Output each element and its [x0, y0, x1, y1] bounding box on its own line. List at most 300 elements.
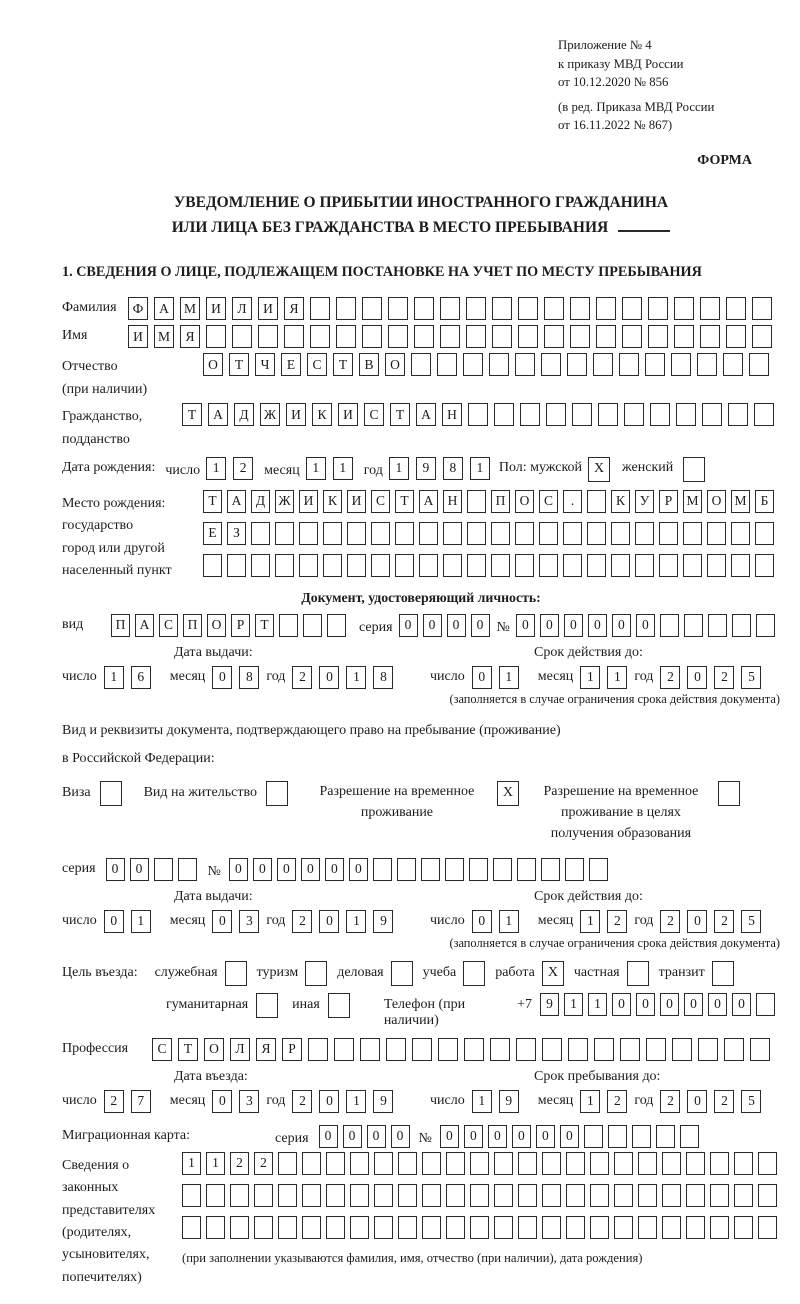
birth-place-char-box[interactable]	[539, 554, 558, 577]
birth-place-char-box[interactable]	[275, 554, 294, 577]
birth-place-char-box[interactable]: С	[539, 490, 558, 513]
migration-number-box[interactable]: 0	[536, 1125, 555, 1148]
representatives-char-box[interactable]	[734, 1152, 753, 1175]
firstname-char-box[interactable]	[232, 325, 252, 348]
representatives-char-box[interactable]	[566, 1216, 585, 1239]
profession-char-box[interactable]	[438, 1038, 458, 1061]
citizenship-char-box[interactable]: К	[312, 403, 332, 426]
doc-type-char-box[interactable]: Р	[231, 614, 250, 637]
representatives-char-box[interactable]	[638, 1184, 657, 1207]
doc-number-box[interactable]: 0	[516, 614, 535, 637]
representatives-char-box[interactable]	[254, 1184, 273, 1207]
citizenship-char-box[interactable]	[702, 403, 722, 426]
phone-digit-box[interactable]: 0	[660, 993, 679, 1016]
date-box[interactable]: 9	[373, 910, 393, 933]
surname-char-box[interactable]	[492, 297, 512, 320]
citizenship-char-box[interactable]: А	[416, 403, 436, 426]
birth-place-char-box[interactable]	[515, 522, 534, 545]
representatives-char-box[interactable]	[662, 1152, 681, 1175]
surname-char-box[interactable]: Л	[232, 297, 252, 320]
residence-number-box[interactable]	[373, 858, 392, 881]
doc-number-box[interactable]: 0	[588, 614, 607, 637]
birth-place-char-box[interactable]	[323, 522, 342, 545]
profession-char-box[interactable]	[542, 1038, 562, 1061]
purpose-checkbox[interactable]	[305, 961, 327, 986]
firstname-char-box[interactable]	[596, 325, 616, 348]
birth-place-char-box[interactable]	[563, 554, 582, 577]
birth-place-char-box[interactable]: Р	[659, 490, 678, 513]
migration-number-box[interactable]	[680, 1125, 699, 1148]
birth-place-char-box[interactable]	[755, 522, 774, 545]
birth-day-box[interactable]: 1	[206, 457, 226, 480]
citizenship-char-box[interactable]	[728, 403, 748, 426]
birth-place-char-box[interactable]	[323, 554, 342, 577]
citizenship-char-box[interactable]: Н	[442, 403, 462, 426]
profession-char-box[interactable]	[386, 1038, 406, 1061]
birth-month-box[interactable]: 1	[306, 457, 326, 480]
firstname-char-box[interactable]	[440, 325, 460, 348]
profession-char-box[interactable]	[750, 1038, 770, 1061]
representatives-char-box[interactable]: 1	[182, 1152, 201, 1175]
representatives-char-box[interactable]	[182, 1216, 201, 1239]
birth-place-char-box[interactable]	[467, 490, 486, 513]
citizenship-char-box[interactable]: И	[338, 403, 358, 426]
date-box[interactable]: 0	[319, 910, 339, 933]
surname-char-box[interactable]	[362, 297, 382, 320]
birth-place-char-box[interactable]	[467, 554, 486, 577]
firstname-char-box[interactable]	[648, 325, 668, 348]
birth-place-char-box[interactable]: А	[419, 490, 438, 513]
residence-number-box[interactable]	[469, 858, 488, 881]
date-box[interactable]: 0	[212, 1090, 232, 1113]
representatives-char-box[interactable]	[518, 1152, 537, 1175]
date-box[interactable]: 2	[292, 910, 312, 933]
residence-number-box[interactable]	[493, 858, 512, 881]
birth-place-char-box[interactable]	[587, 522, 606, 545]
representatives-char-box[interactable]	[758, 1184, 777, 1207]
representatives-char-box[interactable]	[470, 1216, 489, 1239]
firstname-char-box[interactable]	[258, 325, 278, 348]
date-box[interactable]: 1	[104, 666, 124, 689]
birth-place-char-box[interactable]	[563, 522, 582, 545]
doc-number-box[interactable]: 0	[564, 614, 583, 637]
date-box[interactable]: 0	[472, 910, 492, 933]
citizenship-char-box[interactable]	[598, 403, 618, 426]
representatives-char-box[interactable]	[398, 1216, 417, 1239]
patronymic-char-box[interactable]	[515, 353, 535, 376]
migration-series-box[interactable]: 0	[343, 1125, 362, 1148]
representatives-char-box[interactable]	[326, 1152, 345, 1175]
date-box[interactable]: 2	[660, 666, 680, 689]
birth-place-char-box[interactable]: И	[299, 490, 318, 513]
date-box[interactable]: 0	[212, 910, 232, 933]
citizenship-char-box[interactable]	[572, 403, 592, 426]
citizenship-char-box[interactable]	[624, 403, 644, 426]
citizenship-char-box[interactable]	[676, 403, 696, 426]
birth-place-char-box[interactable]	[491, 522, 510, 545]
representatives-char-box[interactable]	[446, 1152, 465, 1175]
representatives-char-box[interactable]: 1	[206, 1152, 225, 1175]
representatives-char-box[interactable]	[278, 1216, 297, 1239]
representatives-char-box[interactable]	[590, 1184, 609, 1207]
birth-place-char-box[interactable]	[299, 522, 318, 545]
date-box[interactable]: 5	[741, 1090, 761, 1113]
citizenship-char-box[interactable]: Ж	[260, 403, 280, 426]
surname-char-box[interactable]	[726, 297, 746, 320]
purpose-checkbox[interactable]	[463, 961, 485, 986]
birth-place-char-box[interactable]	[611, 522, 630, 545]
birth-place-char-box[interactable]	[275, 522, 294, 545]
doc-series-box[interactable]: 0	[423, 614, 442, 637]
date-box[interactable]: 0	[472, 666, 492, 689]
date-box[interactable]: 1	[499, 666, 519, 689]
representatives-char-box[interactable]	[710, 1216, 729, 1239]
doc-type-char-box[interactable]: С	[159, 614, 178, 637]
doc-number-box[interactable]	[732, 614, 751, 637]
date-box[interactable]: 2	[660, 910, 680, 933]
patronymic-char-box[interactable]: В	[359, 353, 379, 376]
date-box[interactable]: 5	[741, 910, 761, 933]
doc-number-box[interactable]	[756, 614, 775, 637]
date-box[interactable]: 0	[687, 1090, 707, 1113]
representatives-char-box[interactable]	[302, 1184, 321, 1207]
firstname-char-box[interactable]	[414, 325, 434, 348]
sex-male-box[interactable]: X	[588, 457, 610, 482]
birth-place-char-box[interactable]	[251, 522, 270, 545]
citizenship-char-box[interactable]: Д	[234, 403, 254, 426]
birth-place-char-box[interactable]: У	[635, 490, 654, 513]
representatives-char-box[interactable]	[662, 1216, 681, 1239]
birth-place-char-box[interactable]	[395, 554, 414, 577]
doc-type-char-box[interactable]: П	[183, 614, 202, 637]
patronymic-char-box[interactable]	[437, 353, 457, 376]
patronymic-char-box[interactable]: С	[307, 353, 327, 376]
birth-place-char-box[interactable]	[251, 554, 270, 577]
residence-series-box[interactable]: 0	[130, 858, 149, 881]
surname-char-box[interactable]: Ф	[128, 297, 148, 320]
citizenship-char-box[interactable]	[754, 403, 774, 426]
profession-char-box[interactable]	[516, 1038, 536, 1061]
phone-digit-box[interactable]: 9	[540, 993, 559, 1016]
birth-place-char-box[interactable]: Т	[203, 490, 222, 513]
birth-place-char-box[interactable]	[515, 554, 534, 577]
profession-char-box[interactable]: Р	[282, 1038, 302, 1061]
representatives-char-box[interactable]	[758, 1216, 777, 1239]
profession-char-box[interactable]	[646, 1038, 666, 1061]
representatives-char-box[interactable]	[638, 1216, 657, 1239]
phone-digit-box[interactable]: 0	[612, 993, 631, 1016]
profession-char-box[interactable]: Л	[230, 1038, 250, 1061]
representatives-char-box[interactable]	[494, 1152, 513, 1175]
date-box[interactable]: 0	[687, 910, 707, 933]
patronymic-char-box[interactable]	[723, 353, 743, 376]
date-box[interactable]: 8	[239, 666, 259, 689]
representatives-char-box[interactable]	[302, 1152, 321, 1175]
profession-char-box[interactable]: О	[204, 1038, 224, 1061]
birth-place-char-box[interactable]: Т	[395, 490, 414, 513]
birth-place-char-box[interactable]	[635, 554, 654, 577]
surname-char-box[interactable]	[570, 297, 590, 320]
representatives-char-box[interactable]	[734, 1216, 753, 1239]
patronymic-char-box[interactable]	[749, 353, 769, 376]
profession-char-box[interactable]	[308, 1038, 328, 1061]
representatives-char-box[interactable]	[686, 1184, 705, 1207]
phone-digit-box[interactable]: 0	[636, 993, 655, 1016]
firstname-char-box[interactable]: Я	[180, 325, 200, 348]
date-box[interactable]: 8	[373, 666, 393, 689]
surname-char-box[interactable]: И	[206, 297, 226, 320]
profession-char-box[interactable]	[412, 1038, 432, 1061]
birth-place-char-box[interactable]	[683, 554, 702, 577]
birth-place-char-box[interactable]	[707, 554, 726, 577]
birth-place-char-box[interactable]	[467, 522, 486, 545]
profession-char-box[interactable]	[464, 1038, 484, 1061]
representatives-char-box[interactable]	[278, 1152, 297, 1175]
doc-number-box[interactable]	[660, 614, 679, 637]
profession-char-box[interactable]	[568, 1038, 588, 1061]
representatives-char-box[interactable]	[470, 1184, 489, 1207]
surname-char-box[interactable]	[310, 297, 330, 320]
citizenship-char-box[interactable]: А	[208, 403, 228, 426]
representatives-char-box[interactable]	[302, 1216, 321, 1239]
temp-residence-edu-checkbox[interactable]	[718, 781, 740, 806]
residence-number-box[interactable]: 0	[301, 858, 320, 881]
birth-place-char-box[interactable]	[755, 554, 774, 577]
representatives-char-box[interactable]	[542, 1152, 561, 1175]
purpose-checkbox[interactable]	[225, 961, 247, 986]
birth-place-char-box[interactable]	[395, 522, 414, 545]
visa-checkbox[interactable]	[100, 781, 122, 806]
date-box[interactable]: 0	[687, 666, 707, 689]
doc-type-char-box[interactable]: Т	[255, 614, 274, 637]
representatives-char-box[interactable]	[398, 1184, 417, 1207]
birth-place-char-box[interactable]	[299, 554, 318, 577]
representatives-char-box[interactable]	[566, 1152, 585, 1175]
birth-place-char-box[interactable]	[659, 522, 678, 545]
surname-char-box[interactable]	[544, 297, 564, 320]
surname-char-box[interactable]	[752, 297, 772, 320]
representatives-char-box[interactable]	[686, 1216, 705, 1239]
representatives-char-box[interactable]	[494, 1216, 513, 1239]
date-box[interactable]: 7	[131, 1090, 151, 1113]
birth-year-box[interactable]: 9	[416, 457, 436, 480]
patronymic-char-box[interactable]	[411, 353, 431, 376]
phone-digit-box[interactable]	[756, 993, 775, 1016]
representatives-char-box[interactable]	[518, 1216, 537, 1239]
representatives-char-box[interactable]	[350, 1152, 369, 1175]
patronymic-char-box[interactable]	[671, 353, 691, 376]
patronymic-char-box[interactable]	[619, 353, 639, 376]
birth-place-char-box[interactable]: О	[515, 490, 534, 513]
representatives-char-box[interactable]	[590, 1216, 609, 1239]
firstname-char-box[interactable]	[726, 325, 746, 348]
date-box[interactable]: 0	[212, 666, 232, 689]
representatives-char-box[interactable]	[542, 1184, 561, 1207]
representatives-char-box[interactable]	[446, 1184, 465, 1207]
representatives-char-box[interactable]: 2	[254, 1152, 273, 1175]
migration-number-box[interactable]: 0	[560, 1125, 579, 1148]
patronymic-char-box[interactable]	[463, 353, 483, 376]
doc-number-box[interactable]: 0	[636, 614, 655, 637]
representatives-char-box[interactable]	[590, 1152, 609, 1175]
date-box[interactable]: 2	[714, 666, 734, 689]
firstname-char-box[interactable]	[284, 325, 304, 348]
firstname-char-box[interactable]	[310, 325, 330, 348]
citizenship-char-box[interactable]	[520, 403, 540, 426]
representatives-char-box[interactable]	[422, 1184, 441, 1207]
birth-place-char-box[interactable]: Н	[443, 490, 462, 513]
birth-place-char-box[interactable]: П	[491, 490, 510, 513]
representatives-char-box[interactable]	[278, 1184, 297, 1207]
representatives-char-box[interactable]	[422, 1152, 441, 1175]
doc-series-box[interactable]: 0	[447, 614, 466, 637]
firstname-char-box[interactable]	[466, 325, 486, 348]
birth-place-char-box[interactable]	[635, 522, 654, 545]
surname-char-box[interactable]	[674, 297, 694, 320]
representatives-char-box[interactable]	[206, 1216, 225, 1239]
migration-number-box[interactable]: 0	[440, 1125, 459, 1148]
representatives-char-box[interactable]	[686, 1152, 705, 1175]
doc-type-char-box[interactable]	[327, 614, 346, 637]
profession-char-box[interactable]: Т	[178, 1038, 198, 1061]
representatives-char-box[interactable]	[734, 1184, 753, 1207]
birth-place-char-box[interactable]: Ж	[275, 490, 294, 513]
doc-type-char-box[interactable]: О	[207, 614, 226, 637]
patronymic-char-box[interactable]: О	[385, 353, 405, 376]
patronymic-char-box[interactable]: Т	[333, 353, 353, 376]
residence-number-box[interactable]	[421, 858, 440, 881]
residence-number-box[interactable]: 0	[229, 858, 248, 881]
surname-char-box[interactable]	[622, 297, 642, 320]
citizenship-char-box[interactable]	[546, 403, 566, 426]
purpose-checkbox[interactable]	[256, 993, 278, 1018]
firstname-char-box[interactable]	[492, 325, 512, 348]
patronymic-char-box[interactable]: Е	[281, 353, 301, 376]
birth-place-char-box[interactable]: .	[563, 490, 582, 513]
surname-char-box[interactable]	[388, 297, 408, 320]
date-box[interactable]: 1	[580, 666, 600, 689]
birth-year-box[interactable]: 1	[470, 457, 490, 480]
surname-char-box[interactable]	[414, 297, 434, 320]
surname-char-box[interactable]	[700, 297, 720, 320]
residence-number-box[interactable]	[397, 858, 416, 881]
date-box[interactable]: 6	[131, 666, 151, 689]
date-box[interactable]: 2	[104, 1090, 124, 1113]
birth-place-char-box[interactable]	[587, 490, 606, 513]
birth-place-char-box[interactable]: Б	[755, 490, 774, 513]
patronymic-char-box[interactable]: Т	[229, 353, 249, 376]
representatives-char-box[interactable]	[758, 1152, 777, 1175]
date-box[interactable]: 9	[373, 1090, 393, 1113]
firstname-char-box[interactable]	[388, 325, 408, 348]
migration-number-box[interactable]: 0	[512, 1125, 531, 1148]
representatives-char-box[interactable]	[662, 1184, 681, 1207]
residence-series-box[interactable]	[154, 858, 173, 881]
migration-series-box[interactable]: 0	[319, 1125, 338, 1148]
birth-place-char-box[interactable]: К	[323, 490, 342, 513]
date-box[interactable]: 2	[714, 1090, 734, 1113]
date-box[interactable]: 1	[499, 910, 519, 933]
firstname-char-box[interactable]	[622, 325, 642, 348]
birth-place-char-box[interactable]: А	[227, 490, 246, 513]
representatives-char-box[interactable]: 2	[230, 1152, 249, 1175]
residence-series-box[interactable]: 0	[106, 858, 125, 881]
patronymic-char-box[interactable]	[697, 353, 717, 376]
representatives-char-box[interactable]	[470, 1152, 489, 1175]
birth-place-char-box[interactable]: М	[683, 490, 702, 513]
representatives-char-box[interactable]	[230, 1216, 249, 1239]
patronymic-char-box[interactable]: Ч	[255, 353, 275, 376]
phone-digit-box[interactable]: 0	[708, 993, 727, 1016]
date-box[interactable]: 2	[607, 910, 627, 933]
representatives-char-box[interactable]	[710, 1184, 729, 1207]
representatives-char-box[interactable]	[326, 1216, 345, 1239]
phone-digit-box[interactable]: 0	[684, 993, 703, 1016]
birth-place-char-box[interactable]	[443, 522, 462, 545]
residence-number-box[interactable]: 0	[277, 858, 296, 881]
firstname-char-box[interactable]	[336, 325, 356, 348]
citizenship-char-box[interactable]: И	[286, 403, 306, 426]
birth-place-char-box[interactable]	[539, 522, 558, 545]
date-box[interactable]: 9	[499, 1090, 519, 1113]
date-box[interactable]: 2	[607, 1090, 627, 1113]
date-box[interactable]: 0	[319, 1090, 339, 1113]
birth-place-char-box[interactable]	[731, 522, 750, 545]
birth-place-char-box[interactable]: С	[371, 490, 390, 513]
date-box[interactable]: 3	[239, 910, 259, 933]
firstname-char-box[interactable]	[570, 325, 590, 348]
doc-series-box[interactable]: 0	[471, 614, 490, 637]
doc-number-box[interactable]: 0	[612, 614, 631, 637]
migration-number-box[interactable]: 0	[464, 1125, 483, 1148]
purpose-checkbox[interactable]	[391, 961, 413, 986]
representatives-char-box[interactable]	[350, 1216, 369, 1239]
patronymic-char-box[interactable]	[541, 353, 561, 376]
birth-place-char-box[interactable]: З	[227, 522, 246, 545]
patronymic-char-box[interactable]	[567, 353, 587, 376]
phone-digit-box[interactable]: 1	[564, 993, 583, 1016]
representatives-char-box[interactable]	[374, 1152, 393, 1175]
representatives-char-box[interactable]	[374, 1216, 393, 1239]
surname-char-box[interactable]	[596, 297, 616, 320]
representatives-char-box[interactable]	[326, 1184, 345, 1207]
representatives-char-box[interactable]	[542, 1216, 561, 1239]
date-box[interactable]: 5	[741, 666, 761, 689]
birth-place-char-box[interactable]: К	[611, 490, 630, 513]
temp-residence-checkbox[interactable]: X	[497, 781, 519, 806]
surname-char-box[interactable]	[648, 297, 668, 320]
birth-place-char-box[interactable]	[371, 554, 390, 577]
migration-number-box[interactable]: 0	[488, 1125, 507, 1148]
birth-place-char-box[interactable]	[347, 522, 366, 545]
representatives-char-box[interactable]	[182, 1184, 201, 1207]
birth-place-char-box[interactable]	[419, 554, 438, 577]
date-box[interactable]: 2	[714, 910, 734, 933]
doc-number-box[interactable]	[708, 614, 727, 637]
residence-number-box[interactable]	[445, 858, 464, 881]
residence-number-box[interactable]	[589, 858, 608, 881]
birth-place-char-box[interactable]	[731, 554, 750, 577]
citizenship-char-box[interactable]	[468, 403, 488, 426]
date-box[interactable]: 1	[607, 666, 627, 689]
migration-number-box[interactable]	[656, 1125, 675, 1148]
migration-number-box[interactable]	[584, 1125, 603, 1148]
birth-month-box[interactable]: 1	[333, 457, 353, 480]
representatives-char-box[interactable]	[566, 1184, 585, 1207]
firstname-char-box[interactable]	[362, 325, 382, 348]
representatives-char-box[interactable]	[638, 1152, 657, 1175]
firstname-char-box[interactable]: И	[128, 325, 148, 348]
